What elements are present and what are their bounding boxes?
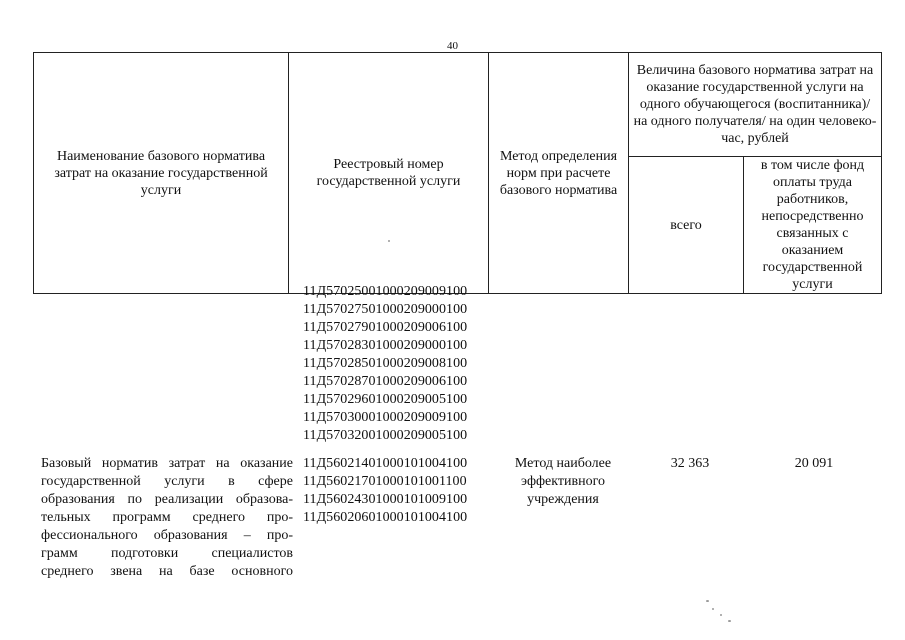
scan-speck <box>388 240 390 242</box>
registry-code: 11Д57025001000209009100 <box>303 284 468 299</box>
registry-code: 11Д57027501000209000100 <box>303 302 468 317</box>
scan-speck <box>712 608 714 610</box>
norm-name-line: фессионального образования – про- <box>41 528 293 543</box>
scan-speck <box>720 614 722 616</box>
registry-code: 11Д57030001000209009100 <box>303 410 468 425</box>
norm-name-cell <box>41 455 293 581</box>
registry-code: 11Д56021401000101004100 <box>303 456 468 471</box>
norm-name-line: грамм подготовки специалистов <box>41 546 293 561</box>
registry-code: 11Д56021701000101001100 <box>303 474 467 489</box>
fund-value: 20 091 <box>794 456 834 471</box>
method-cell: Метод наиболее эффективного учреждения <box>514 456 612 507</box>
header-value-group: Величина базового норматива затрат на оказание государственной услуги на одного обучающегося (воспитанника)/ на одного получателя/ на один человеко-час, рублей <box>629 53 882 157</box>
table-header <box>33 52 882 294</box>
continued-registry-codes <box>303 283 467 445</box>
scan-speck <box>728 620 731 622</box>
norm-name-line: тельных программ среднего про- <box>41 510 293 525</box>
header-fund-column: в том числе фонд оплаты труда работников, непосредственно связанных с оказанием государственной услуги <box>744 157 882 294</box>
header-method-column: Метод определения норм при расчете базового норматива <box>489 53 629 294</box>
registry-code: 11Д57027901000209006100 <box>303 320 468 335</box>
registry-code: 11Д57029601000209005100 <box>303 392 468 407</box>
header-registry-column: Реестровый номер государственной услуги <box>289 53 489 294</box>
registry-code: 11Д57028301000209000100 <box>303 338 468 353</box>
norm-name-line: Базовый норматив затрат на оказание <box>41 456 293 471</box>
registry-code: 11Д57032001000209005100 <box>303 428 468 443</box>
norm-name-line: среднего звена на базе основного <box>41 564 293 579</box>
registry-code: 11Д57028501000209008100 <box>303 356 468 371</box>
registry-code: 11Д56024301000101009100 <box>303 492 468 507</box>
norm-name-line: государственной услуги в сфере <box>41 474 293 489</box>
norm-name-line: образования по реализации образова- <box>41 492 293 507</box>
scan-speck <box>706 600 709 602</box>
row-registry-codes <box>303 455 467 527</box>
header-total-column: всего <box>629 157 744 294</box>
total-value: 32 363 <box>670 456 710 471</box>
registry-code: 11Д57028701000209006100 <box>303 374 468 389</box>
registry-code: 11Д56020601000101004100 <box>303 510 468 525</box>
page-number: 40 <box>447 40 458 52</box>
header-name-column: Наименование базового норматива затрат на оказание государственной услуги <box>34 53 289 294</box>
